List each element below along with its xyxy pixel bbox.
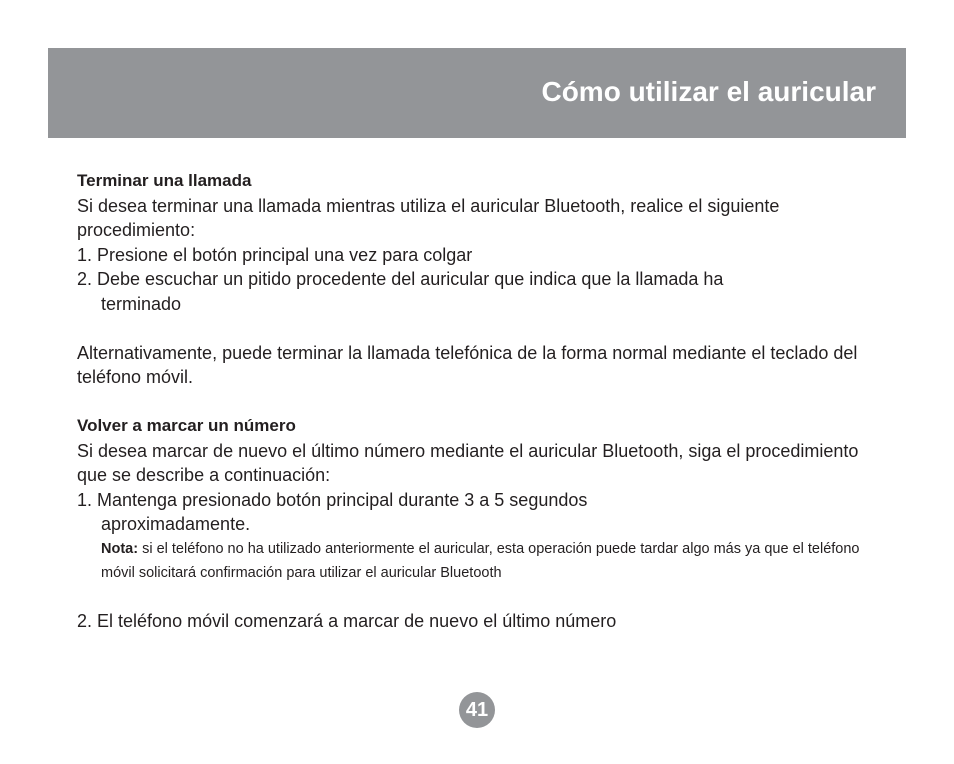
note-text: si el teléfono no ha utilizado anteriormente el auricular, esta operación puede tardar algo más ya que el teléfono móvil solicitará confirmación para utilizar el auricular Bluetooth — [101, 540, 860, 581]
page-content — [77, 169, 877, 634]
redial-intro: Si desea marcar de nuevo el último número mediante el auricular Bluetooth, siga el procedimiento que se describe a continuación: — [77, 440, 859, 485]
end-call-step-2: 2. Debe escuchar un pitido procedente del auricular que indica que la llamada ha — [77, 269, 724, 289]
page-title: Cómo utilizar el auricular — [541, 76, 876, 107]
header-band — [48, 48, 906, 138]
end-call-alternative: Alternativamente, puede terminar la llamada telefónica de la forma normal mediante el teclado del teléfono móvil. — [77, 342, 858, 387]
redial-step-1: 1. Mantenga presionado botón principal durante 3 a 5 segundos — [77, 489, 588, 510]
spacer — [77, 585, 877, 610]
redial-step-2: 2. El teléfono móvil comenzará a marcar de nuevo el último número — [77, 611, 617, 631]
end-call-step-1: 1. Presione el botón principal una vez para colgar — [77, 244, 473, 265]
spacer — [77, 316, 877, 341]
end-call-intro: Si desea terminar una llamada mientras utiliza el auricular Bluetooth, realice el siguiente procedimiento: — [77, 195, 780, 240]
redial-note — [77, 537, 877, 585]
redial-step-1-continuation: aproximadamente. — [101, 514, 251, 534]
section-heading-end-call: Terminar una llamada — [77, 171, 252, 190]
section-heading-redial: Volver a marcar un número — [77, 416, 296, 435]
note-label: Nota: — [101, 540, 139, 557]
end-call-step-2-continuation: terminado — [101, 293, 182, 314]
spacer — [77, 390, 877, 415]
page-number-badge: 41 — [459, 692, 495, 728]
